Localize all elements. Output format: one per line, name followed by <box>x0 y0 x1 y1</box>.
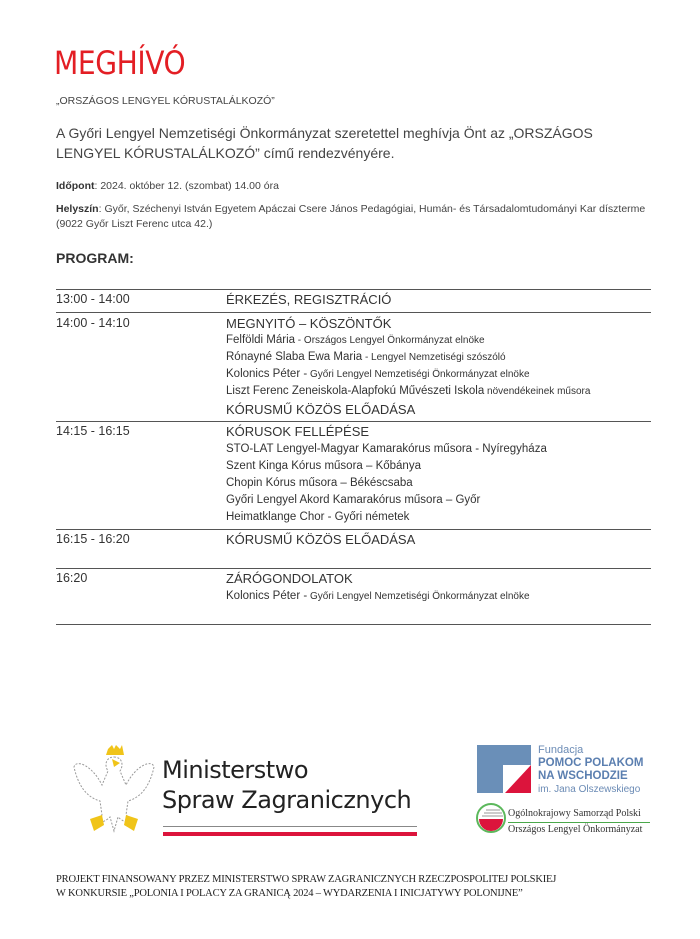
table-divider <box>56 312 651 313</box>
venue-value: : Győr, Széchenyi István Egyetem Apáczai Csere János Pedagógiai, Humán- és Társadalomtudományi Kar díszterme (9022 Győr Liszt Ferenc utca 42.) <box>56 203 646 230</box>
subitem-main: Felföldi Mária <box>226 334 296 346</box>
program-closing: KÓRUSMŰ KÖZÖS ELŐADÁSA <box>226 402 416 417</box>
mfa-line1: Ministerstwo <box>162 756 309 784</box>
venue-line <box>56 202 656 232</box>
date-value: : 2024. október 12. (szombat) 14.00 óra <box>94 180 279 192</box>
program-title: ÉRKEZÉS, REGISZTRÁCIÓ <box>226 292 392 307</box>
program-subitem <box>226 368 530 380</box>
program-subitem: Győri Lengyel Akord Kamarakórus műsora – Győr <box>226 494 481 506</box>
table-divider <box>56 421 651 422</box>
program-subitem: Chopin Kórus műsora – Békéscsaba <box>226 477 413 489</box>
subitem-detail: - Országos Lengyel Önkormányzat elnöke <box>295 335 485 346</box>
osp-line1: Ogólnokrajowy Samorząd Polski <box>508 808 641 819</box>
program-title: KÓRUSMŰ KÖZÖS ELŐADÁSA <box>226 532 416 547</box>
subitem-detail: növendékeinek műsora <box>484 386 591 397</box>
osp-circle-icon <box>476 803 506 833</box>
fundacja-name <box>538 744 643 796</box>
program-subitem: Szent Kinga Kórus műsora – Kőbánya <box>226 460 421 472</box>
program-subitem: STO-LAT Lengyel-Magyar Kamarakórus műsora - Nyíregyháza <box>226 443 547 455</box>
program-title: MEGNYITÓ – KÖSZÖNTŐK <box>226 316 392 331</box>
intro-text: A Győri Lengyel Nemzetiségi Önkormányzat szeretettel meghívja Önt az „ORSZÁGOS LENGYEL KÓRUSTALÁLKOZÓ” című rendezvényére. <box>56 125 593 161</box>
program-heading: PROGRAM: <box>56 250 134 266</box>
page-title: MEGHÍVÓ <box>54 44 186 82</box>
fund-line4: im. Jana Olszewskiego <box>538 784 641 795</box>
program-subitem: Heimatklange Chor - Győri németek <box>226 511 410 523</box>
program-title: ZÁRÓGONDOLATOK <box>226 571 353 586</box>
program-time: 14:00 - 14:10 <box>56 316 130 330</box>
event-subtitle: „ORSZÁGOS LENGYEL KÓRUSTALÁLKOZÓ” <box>56 95 275 107</box>
osp-divider <box>508 822 650 823</box>
program-time: 16:20 <box>56 571 88 585</box>
program-time: 14:15 - 16:15 <box>56 424 130 438</box>
program-time: 13:00 - 14:00 <box>56 292 130 306</box>
subitem-main: Kolonics Péter - <box>226 590 308 602</box>
program-subitem <box>226 385 590 397</box>
footer-line2: W KONKURSIE „POLONIA I POLACY ZA GRANICĄ 2024 – WYDARZENIA I INICJATYWY POLONIJNE” <box>56 888 523 899</box>
program-subitem <box>226 334 485 346</box>
program-title: KÓRUSOK FELLÉPÉSE <box>226 424 370 439</box>
venue-label: Helyszín <box>56 203 99 215</box>
date-label: Időpont <box>56 180 95 192</box>
polish-eagle-icon <box>72 745 156 837</box>
subitem-main: Liszt Ferenc Zeneiskola-Alapfokú Művészeti Iskola <box>226 385 485 397</box>
subitem-detail: Győri Lengyel Nemzetiségi Önkormányzat elnöke <box>307 591 530 602</box>
table-divider <box>56 624 651 625</box>
program-subitem <box>226 590 530 602</box>
program-subitem <box>226 351 506 363</box>
table-divider <box>56 529 651 530</box>
osp-line2: Országos Lengyel Önkormányzat <box>508 824 643 835</box>
fund-line1: Fundacja <box>538 744 584 756</box>
table-divider <box>56 289 651 290</box>
fund-line3: NA WSCHODZIE <box>538 770 628 782</box>
mfa-name <box>162 755 411 815</box>
fundacja-square-icon <box>477 745 531 793</box>
subitem-main: Kolonics Péter - <box>226 368 308 380</box>
mfa-line2: Spraw Zagranicznych <box>162 786 412 814</box>
subitem-detail: Győri Lengyel Nemzetiségi Önkormányzat elnöke <box>307 369 530 380</box>
table-divider <box>56 568 651 569</box>
subitem-detail: - Lengyel Nemzetiségi szószóló <box>362 352 506 363</box>
funding-footer <box>56 873 676 901</box>
footer-line1: PROJEKT FINANSOWANY PRZEZ MINISTERSTWO SPRAW ZAGRANICZNYCH RZECZPOSPOLITEJ POLSKIEJ <box>56 874 557 885</box>
program-time: 16:15 - 16:20 <box>56 532 130 546</box>
mfa-divider <box>163 826 417 827</box>
subitem-main: Rónayné Slaba Ewa Maria <box>226 351 363 363</box>
date-line <box>56 180 279 192</box>
fund-line2: POMOC POLAKOM <box>538 757 644 769</box>
mfa-red-bar <box>163 832 417 836</box>
